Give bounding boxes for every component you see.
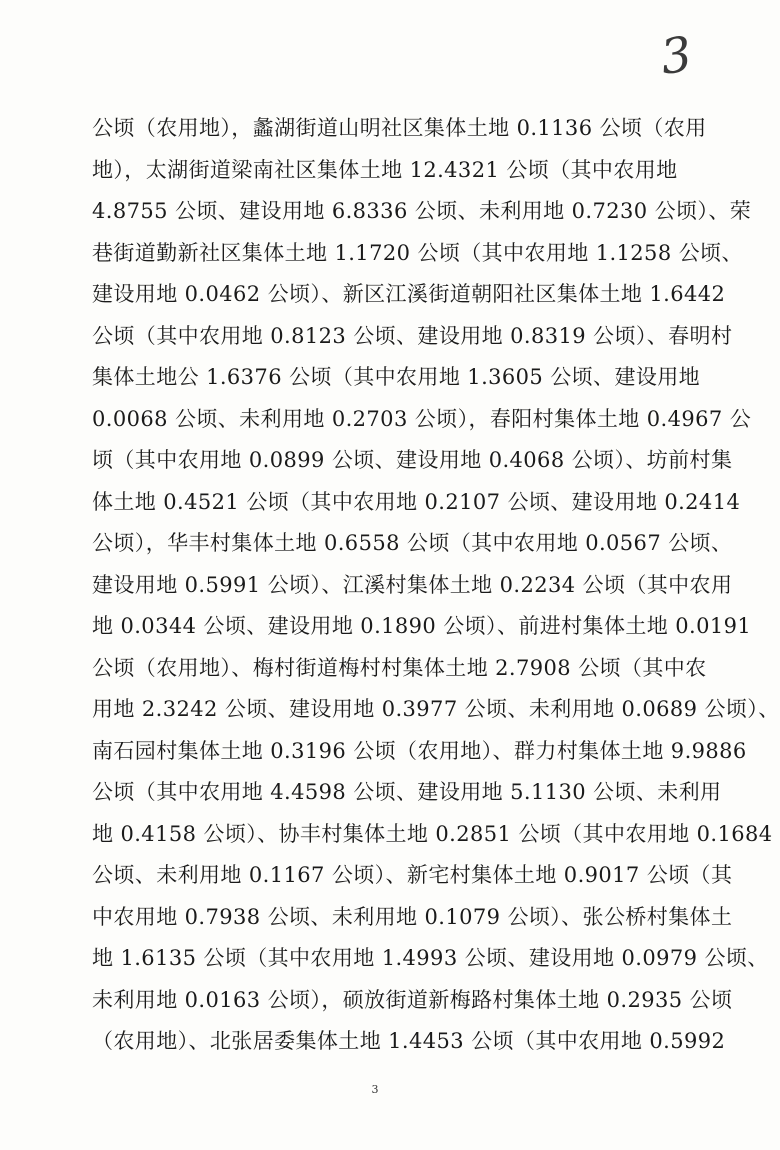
text-line: 4.8755 公顷、建设用地 6.8336 公顷、未利用地 0.7230 公顷）、荣: [92, 199, 752, 223]
text-line: 地 0.4158 公顷）、协丰村集体土地 0.2851 公顷（其中农用地 0.1684: [92, 821, 773, 846]
text-line: 中农用地 0.7938 公顷、未利用地 0.1079 公顷）、张公桥村集体土: [92, 904, 733, 929]
text-line: 公顷（农用地），蠡湖街道山明社区集体土地 0.1136 公顷（农用: [92, 116, 707, 140]
text-line: 0.0068 公顷、未利用地 0.2703 公顷），春阳村集体土地 0.4967 公: [92, 406, 752, 431]
text-line: 地），太湖街道梁南社区集体土地 12.4321 公顷（其中农用地: [92, 157, 678, 182]
text-line: 集体土地公 1.6376 公顷（其中农用地 1.3605 公顷、建设用地: [92, 365, 701, 389]
text-line: （农用地）、北张居委集体土地 1.4453 公顷（其中农用地 0.5992: [92, 1029, 726, 1053]
text-line: 建设用地 0.0462 公顷）、新区江溪街道朝阳社区集体土地 1.6442: [92, 282, 726, 306]
text-line: 巷街道勤新社区集体土地 1.1720 公顷（其中农用地 1.1258 公顷、: [92, 240, 743, 265]
text-line: 地 1.6135 公顷（其中农用地 1.4993 公顷、建设用地 0.0979 公顷、: [92, 946, 769, 970]
body-text: [92, 108, 780, 1063]
text-line: 公顷、未利用地 0.1167 公顷）、新宅村集体土地 0.9017 公顷（其: [92, 863, 733, 887]
text-line: 用地 2.3242 公顷、建设用地 0.3977 公顷、未利用地 0.0689 公顷）、: [92, 697, 780, 721]
text-line: 顷（其中农用地 0.0899 公顷、建设用地 0.4068 公顷）、坊前村集: [92, 448, 733, 472]
text-line: 未利用地 0.0163 公顷），硕放街道新梅路村集体土地 0.2935 公顷: [92, 987, 733, 1012]
text-line: 公顷（农用地）、梅村街道梅村村集体土地 2.7908 公顷（其中农: [92, 655, 707, 680]
text-line: 公顷），华丰村集体土地 0.6558 公顷（其中农用地 0.0567 公顷、: [92, 531, 733, 555]
page-number: 3: [371, 1083, 379, 1096]
text-line: 地 0.0344 公顷、建设用地 0.1890 公顷）、前进村集体土地 0.0191: [92, 614, 752, 638]
text-line: 公顷（其中农用地 0.8123 公顷、建设用地 0.8319 公顷）、春明村: [92, 323, 733, 348]
handwritten-page-mark: 3: [657, 26, 696, 86]
text-line: 南石园村集体土地 0.3196 公顷（农用地）、群力村集体土地 9.9886: [92, 738, 747, 763]
text-line: 建设用地 0.5991 公顷）、江溪村集体土地 0.2234 公顷（其中农用: [92, 572, 733, 597]
text-line: 公顷（其中农用地 4.4598 公顷、建设用地 5.1130 公顷、未利用: [92, 780, 722, 804]
text-line: 体土地 0.4521 公顷（其中农用地 0.2107 公顷、建设用地 0.2414: [92, 489, 741, 514]
